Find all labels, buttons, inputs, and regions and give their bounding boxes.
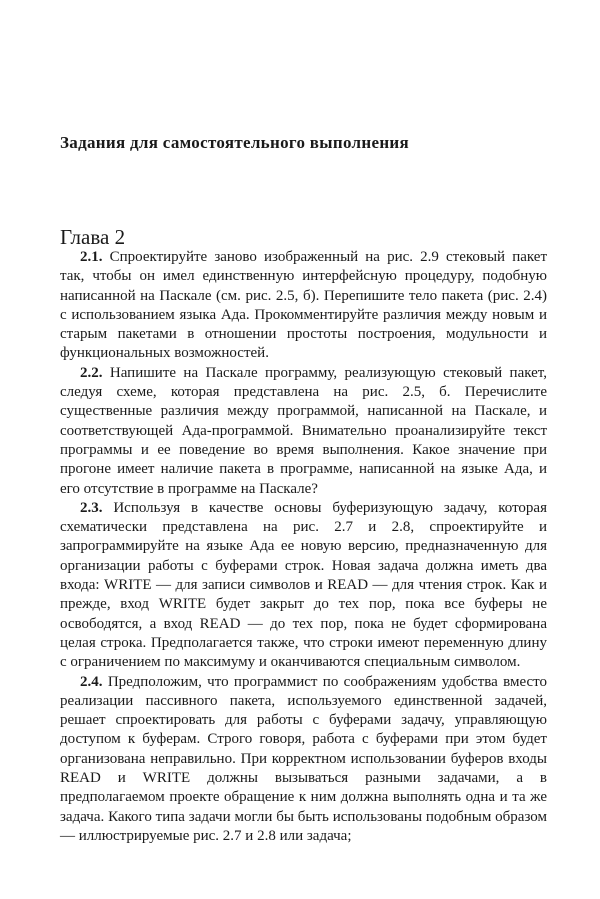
- exercise-number: 2.3.: [80, 499, 103, 516]
- exercise-number: 2.1.: [80, 249, 103, 265]
- exercise-item: [60, 673, 547, 847]
- exercise-item: [60, 248, 547, 364]
- exercise-number: 2.4.: [80, 673, 103, 690]
- exercise-number: 2.2.: [80, 364, 103, 381]
- exercise-text: Напишите на Паскале программу, реализующую стековый пакет, следуя схеме, которая представлена на рис. 2.5, б. Перечислите существенные различия между программой, написанной на Паскале, и соответствующей Ада-программой. Внимательно проанализируйте текст программы и ее поведение во время выполнения. Какое значение при прогоне имеет наличие пакета в программе, написанной на языке Ада, и его отсутствие в программе на Паскале?: [60, 364, 547, 497]
- exercise-text: Спроектируйте заново изображенный на рис. 2.9 стековый пакет так, чтобы он имел единственную интерфейсную процедуру, подобную написанной на Паскале (см. рис. 2.5, б). Перепишите тело пакета (рис. 2.4) с использованием языка Ада. Прокомментируйте различия между новым и старым пакетами в отношении простоты построения, модульности и функциональных возможностей.: [60, 249, 548, 362]
- exercise-text: Используя в качестве основы буферизующую задачу, которая схематически представлена на рис. 2.7 и 2.8, спроектируйте и запрограммируйте на языке Ада ее новую версию, предназначенную для организации работы с буферами строк. Новая задача должна иметь два входа: WRITE — для записи символов и READ — для чтения строк. Как и прежде, вход WRITE будет закрыт до тех пор, пока все буферы не освободятся, а вход READ — до тех пор, пока не будет сформирована целая строка. Предполагается также, что строки имеют переменную длину с ограничением по максимуму и оканчиваются специальным символом.: [60, 499, 547, 671]
- exercise-text: Предположим, что программист по соображениям удобства вместо реализации пассивного пакета, используемого единственной задачей, решает спроектировать для работы с буферами задачу, управляющую доступом к буферам. Строго говоря, работа с буферами при этом будет организована неправильно. При корректном использовании буферов входы READ и WRITE должны вызываться разными задачами, а в предполагаемом проекте обращение к ним должна выполнять одна и та же задача. Какого типа задачи могли бы быть использованы подобным образом — иллюстрируемые рис. 2.7 и 2.8 или задача;: [60, 673, 547, 844]
- exercise-item: [60, 364, 547, 499]
- exercise-item: [60, 499, 547, 673]
- exercises-body: [60, 248, 547, 846]
- chapter-title: Глава 2: [60, 225, 126, 249]
- section-title: Задания для самостоятельного выполнения: [60, 133, 410, 152]
